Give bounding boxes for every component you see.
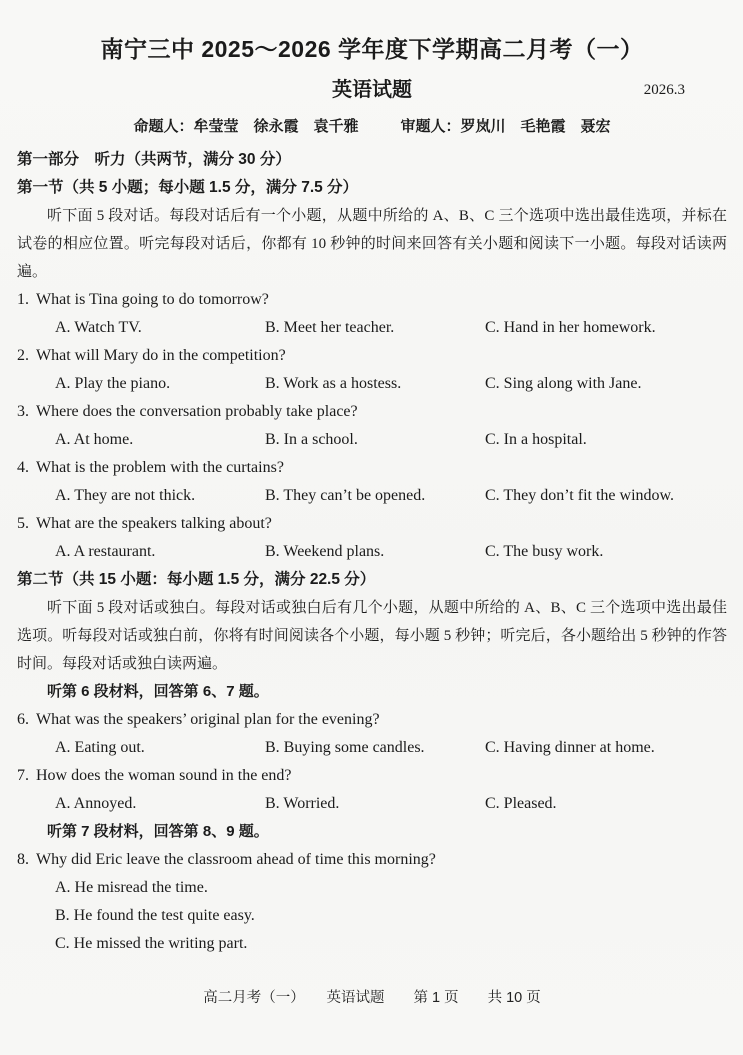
question-6 <box>17 706 727 734</box>
option-b: B. Worried. <box>265 795 340 812</box>
page-title: 南宁三中 2025～2026 学年度下学期高二月考（一） <box>100 36 644 62</box>
question-7 <box>17 762 727 790</box>
option-b: B. Meet her teacher. <box>265 319 395 336</box>
material-6-note: 听第 6 段材料，回答第 6、7 题。 <box>47 683 269 700</box>
exam-date: 2026.3 <box>643 82 685 98</box>
subject-row <box>17 77 727 104</box>
setters-names: 命题人：牟莹莹 徐永霞 袁千雅 <box>133 118 359 135</box>
reviewers-names: 审题人：罗岚川 毛艳霞 聂宏 <box>400 118 611 135</box>
setters-reviewers-line <box>17 116 727 137</box>
part1-heading: 第一部分 听力（共两节，满分 30 分） <box>17 151 291 168</box>
option-c: C. Sing along with Jane. <box>485 375 642 392</box>
exam-body <box>17 146 727 958</box>
option-b: B. They can’t be opened. <box>265 487 426 504</box>
question-text: How does the woman sound in the end? <box>36 767 292 784</box>
page-footer: 高二月考（一） 英语试题 第 1 页 共 10 页 <box>203 990 541 1006</box>
option-a: A. They are not thick. <box>55 487 196 504</box>
option-a: A. He misread the time. <box>55 879 208 896</box>
question-text: Where does the conversation probably take place? <box>36 403 358 420</box>
option-a: A. At home. <box>55 431 134 448</box>
question-number: 7. <box>17 767 29 784</box>
option-c: C. They don’t fit the window. <box>485 487 675 504</box>
section2-heading: 第二节（共 15 小题：每小题 1.5 分，满分 22.5 分） <box>17 571 376 588</box>
option-c: C. Having dinner at home. <box>485 739 655 756</box>
question-4 <box>17 454 727 482</box>
option-b: B. He found the test quite easy. <box>55 907 255 924</box>
question-number: 2. <box>17 347 29 364</box>
option-c: C. The busy work. <box>485 543 604 560</box>
question-number: 3. <box>17 403 29 420</box>
question-4-options <box>55 482 727 510</box>
question-number: 8. <box>17 851 29 868</box>
question-number: 6. <box>17 711 29 728</box>
exam-subject-title: 英语试题 <box>332 79 412 101</box>
question-8 <box>17 846 727 874</box>
question-number: 4. <box>17 459 29 476</box>
option-a: A. Eating out. <box>55 739 145 756</box>
question-1-options <box>55 314 727 342</box>
question-5-options <box>55 538 727 566</box>
question-3-options <box>55 426 727 454</box>
option-a: A. Annoyed. <box>55 795 137 812</box>
question-text: What was the speakers’ original plan for the evening? <box>36 711 380 728</box>
question-text: Why did Eric leave the classroom ahead of time this morning? <box>36 851 436 868</box>
option-a: A. A restaurant. <box>55 543 156 560</box>
section1-instructions: 听下面 5 段对话。每段对话后有一个小题，从题中所给的 A、B、C 三个选项中选出最佳选项，并标在试卷的相应位置。听完每段对话后，你都有 10 秒钟的时间来回答有关小题和阅读下一小题。每段对话读两遍。 <box>17 208 727 280</box>
question-6-options <box>55 734 727 762</box>
option-a: A. Play the piano. <box>55 375 171 392</box>
material-7-note: 听第 7 段材料，回答第 8、9 题。 <box>47 823 269 840</box>
question-2-options <box>55 370 727 398</box>
option-b: B. Buying some candles. <box>265 739 425 756</box>
question-5 <box>17 510 727 538</box>
question-2 <box>17 342 727 370</box>
option-c: C. Pleased. <box>485 795 557 812</box>
question-text: What are the speakers talking about? <box>36 515 272 532</box>
question-3 <box>17 398 727 426</box>
question-text: What will Mary do in the competition? <box>36 347 286 364</box>
option-a: A. Watch TV. <box>55 319 142 336</box>
section1-heading: 第一节（共 5 小题；每小题 1.5 分，满分 7.5 分） <box>17 179 359 196</box>
option-c: C. He missed the writing part. <box>55 935 248 952</box>
question-number: 1. <box>17 291 29 308</box>
question-1 <box>17 286 727 314</box>
option-c: C. In a hospital. <box>485 431 587 448</box>
section2-instructions: 听下面 5 段对话或独白。每段对话或独白后有几个小题，从题中所给的 A、B、C 三个选项中选出最佳选项。听每段对话或独白前，你将有时间阅读各个小题，每小题 5 秒钟；听完后，各小题给出 5 秒钟的作答时间。每段对话或独白读两遍。 <box>17 600 727 672</box>
question-text: What is Tina going to do tomorrow? <box>36 291 269 308</box>
option-b: B. Weekend plans. <box>265 543 385 560</box>
option-b: B. In a school. <box>265 431 358 448</box>
option-b: B. Work as a hostess. <box>265 375 402 392</box>
question-text: What is the problem with the curtains? <box>36 459 284 476</box>
option-c: C. Hand in her homework. <box>485 319 656 336</box>
question-7-options <box>55 790 727 818</box>
question-number: 5. <box>17 515 29 532</box>
